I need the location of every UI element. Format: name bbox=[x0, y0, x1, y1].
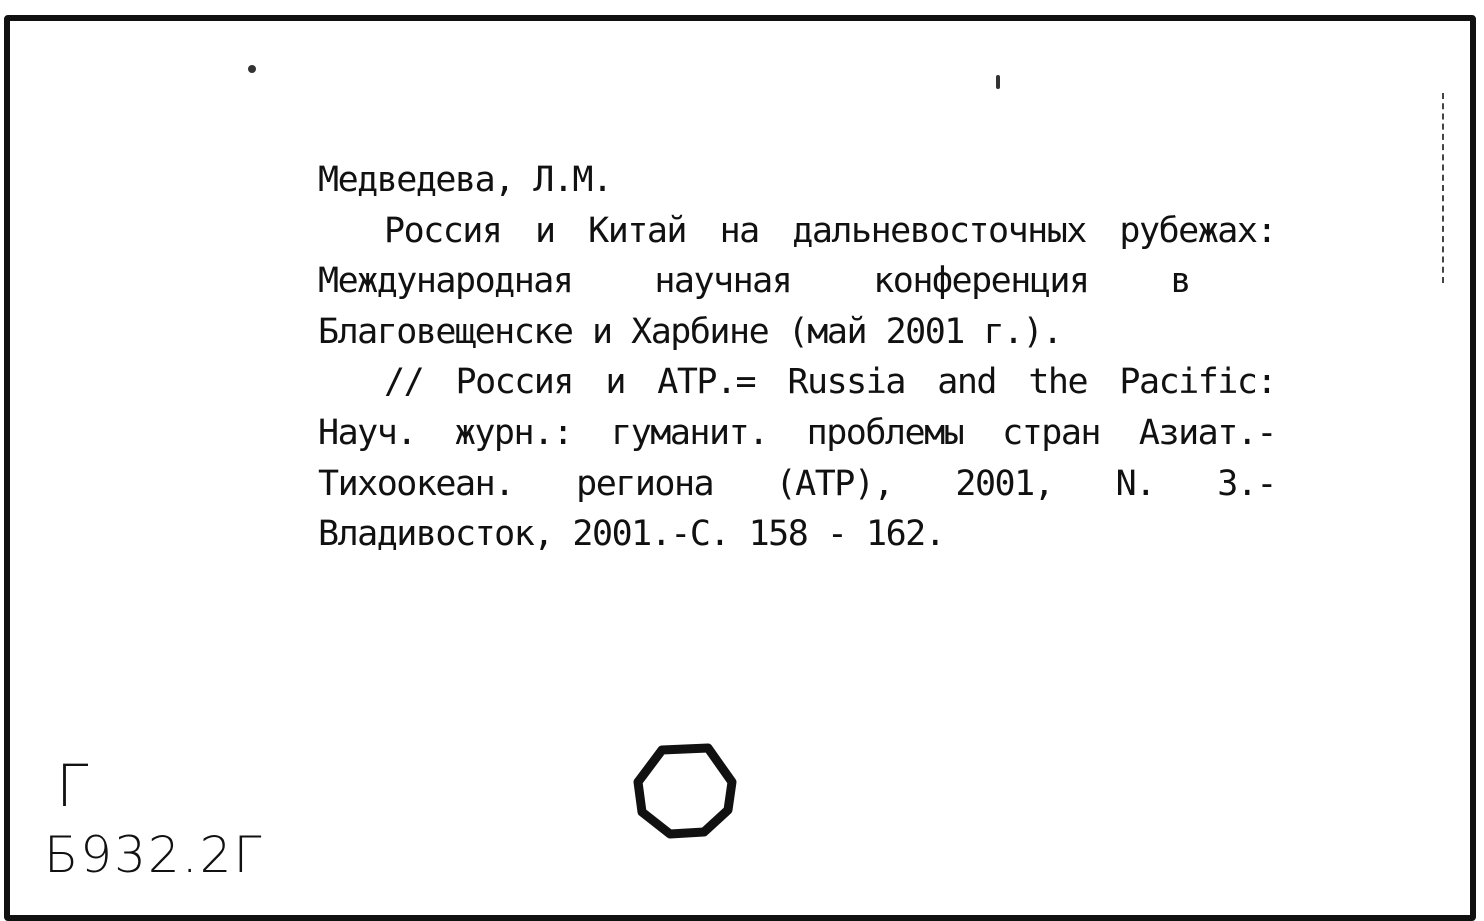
ink-speck bbox=[248, 65, 256, 73]
circle-stamp-icon bbox=[632, 742, 740, 840]
title-line-1: Россия и Китай на дальневосточных рубежах: bbox=[384, 210, 1276, 251]
title-line-3: Благовещенске и Харбине (май 2001 г.). bbox=[318, 311, 1062, 352]
ink-speck bbox=[996, 75, 1000, 89]
handwritten-letter: Г bbox=[56, 752, 89, 820]
source-line-2: Науч. журн.: гуманит. проблемы стран Азиат.- bbox=[318, 412, 1276, 453]
source-line-1: // Россия и АТР.= Russia and the Pacific: bbox=[384, 362, 1276, 403]
bibliographic-record bbox=[318, 155, 1276, 560]
author-line: Медведева, Л.М. bbox=[318, 160, 612, 200]
source-line-4: Владивосток, 2001.-С. 158 - 162. bbox=[318, 514, 945, 555]
margin-mark bbox=[1442, 93, 1447, 283]
source-line-3: Тихоокеан. региона (АТР), 2001, N. 3.- bbox=[318, 463, 1276, 504]
title-line-2: Международная научная конференция в bbox=[318, 261, 1190, 302]
shelfmark-code: Б932.2Г bbox=[44, 826, 264, 884]
